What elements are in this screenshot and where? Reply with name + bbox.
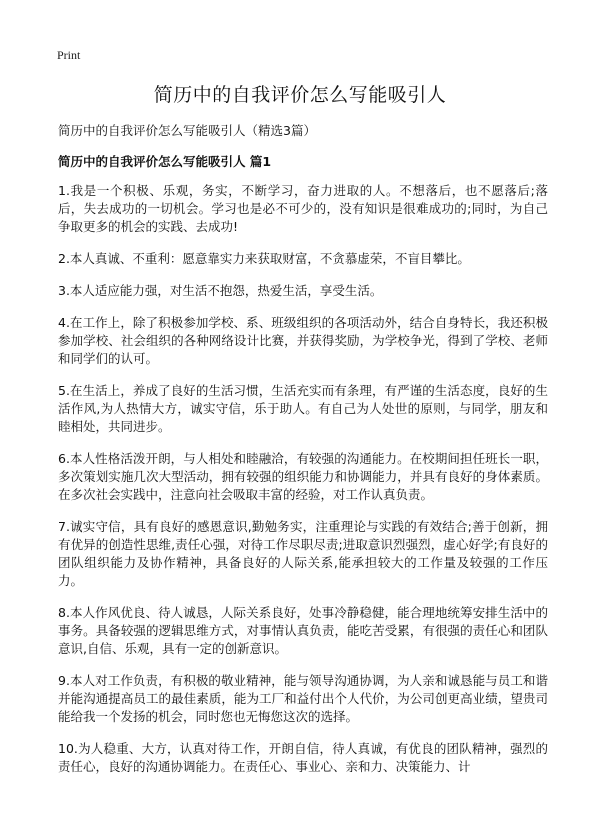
page-title: 简历中的自我评价怎么写能吸引人 [153,84,447,106]
paragraph-3: 3.本人适应能力强，对生活不抱怨，热爱生活，享受生活。 [58,283,383,298]
print-link[interactable]: Print [57,48,81,62]
paragraph-5: 5.在生活上，养成了良好的生活习惯，生活充实而有条理，有严谨的生活态度，良好的生活作风,为人热情大方，诚实守信，乐于助人。有自己为人处世的原则，与同学，朋友和睦相处，共同进步。 [58,383,548,434]
paragraph-1: 1.我是一个积极、乐观，务实，不断学习，奋力进取的人。不想落后，也不愿落后;落后，失去成功的一切机会。学习也是必不可少的，没有知识是很难成功的;同时，为自己争取更多的机会的实践、去成功! [58,183,548,234]
paragraph-6: 6.本人性格活泼开朗，与人相处和睦融洽，有较强的沟通能力。在校期间担任班长一职，多次策划实施几次大型活动，拥有较强的组织能力和协调能力，并具有良好的身体素质。在多次社会实践中，注意向社会吸取丰富的经验，对工作认真负责。 [58,451,548,502]
section-heading: 简历中的自我评价怎么写能吸引人 篇1 [58,154,272,169]
article-body [58,182,548,790]
document-subtitle: 简历中的自我评价怎么写能吸引人（精选3篇） [58,123,316,138]
paragraph-2: 2.本人真诚、不重利：愿意靠实力来获取财富，不贪慕虚荣，不盲目攀比。 [58,251,470,266]
paragraph-7: 7.诚实守信，具有良好的感恩意识,勤勉务实，注重理论与实践的有效结合;善于创新，拥有优异的创造性思维,责任心强，对待工作尽职尽责;进取意识烈强烈，虚心好学;有良好的团队组织能力及协作精神，具备良好的人际关系,能承担较大的工作量及较强的工作压力。 [58,519,548,588]
paragraph-4: 4.在工作上，除了积极参加学校、系、班级组织的各项活动外，结合自身特长，我还积极参加学校、社会组织的各种网络设计比赛，并获得奖励，为学校争光，得到了学校、老师和同学们的认可。 [58,315,548,366]
paragraph-9: 9.本人对工作负责，有积极的敬业精神，能与领导沟通协调，为人亲和诚恳能与员工和谐并能沟通提高员工的最佳素质，能为工厂和益付出个人代价，为公司创更高业绩，望贵司能给我一个发扬的机会，同时您也无悔您这次的选择。 [58,673,548,724]
paragraph-10: 10.为人稳重、大方，认真对待工作，开朗自信，待人真诚，有优良的团队精神，强烈的责任心，良好的沟通协调能力。在责任心、事业心、亲和力、决策能力、计 [58,741,548,774]
paragraph-8: 8.本人作风优良、待人诚恳，人际关系良好，处事冷静稳健，能合理地统筹安排生活中的事务。具备较强的逻辑思维方式，对事情认真负责，能吃苦受累，有很强的责任心和团队意识,自信、乐观，具有一定的创新意识。 [58,605,548,656]
